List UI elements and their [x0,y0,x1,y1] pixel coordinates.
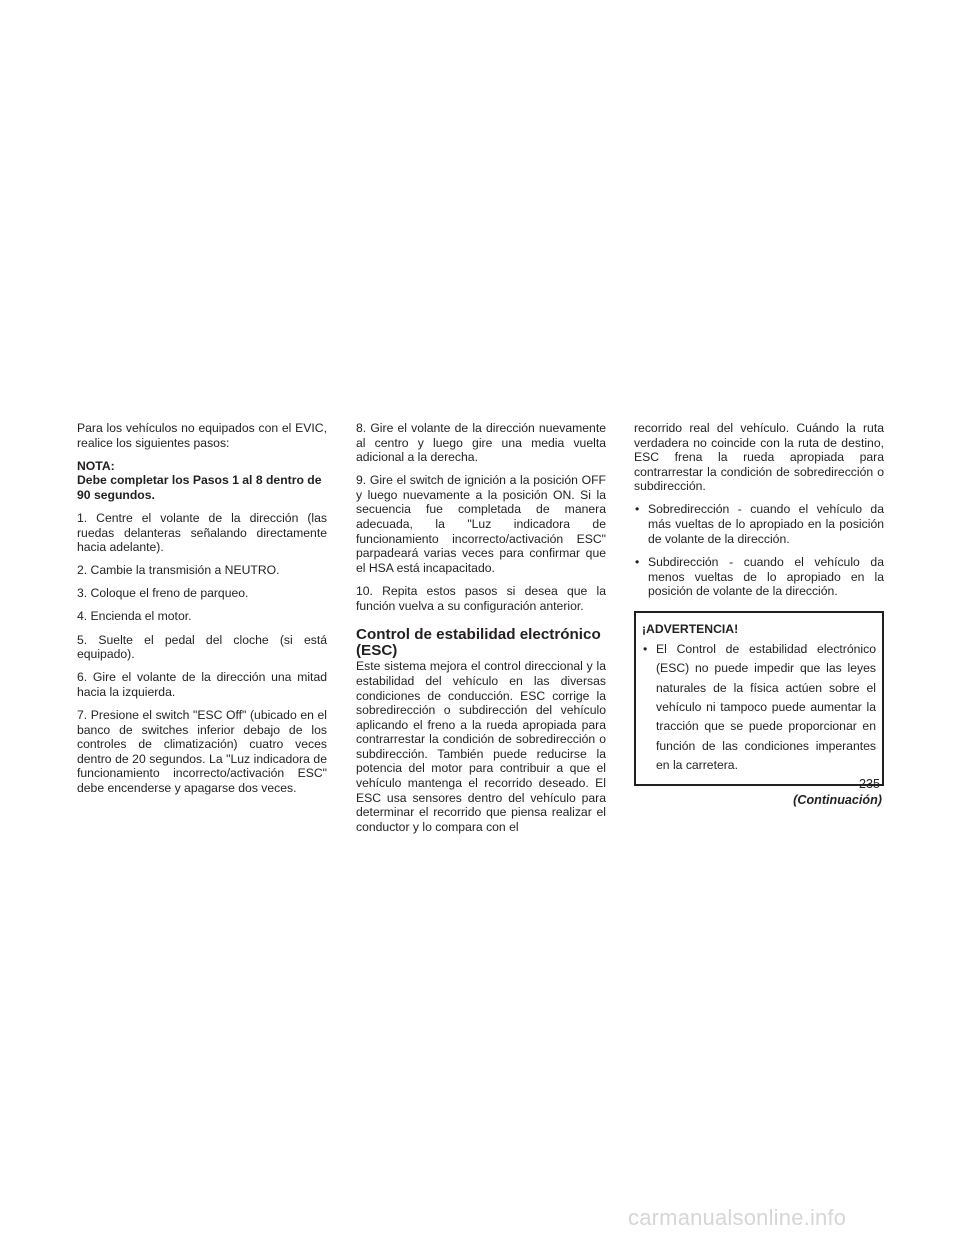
section-heading: Control de estabilidad electrónico (ESC) [356,626,601,659]
step-8: 8. Gire el volante de la dirección nuevamente al centro y luego gire una media vuelta adicional a la derecha. [356,421,606,465]
bullet-text: Sobredirección - cuando el vehículo da más vueltas de lo apropiado en la posición de volante de la dirección. [648,502,884,546]
warning-box [634,611,884,786]
step-7: 7. Presione el switch "ESC Off" (ubicado en el banco de switches inferior debajo de los controles de climatización) cuatro veces dentro de 20 segundos. La "Luz indicadora de funcionamiento incorrecto/activación ESC" debe encenderse y apagarse dos veces. [77,707,327,795]
continued-label: (Continuación) [793,793,882,808]
step-6: 6. Gire el volante de la dirección una mitad hacia la izquierda. [77,670,327,699]
bullet-icon: • [635,555,640,570]
warning-title: ¡ADVERTENCIA! [642,622,739,637]
middle-column [356,421,606,843]
bullet-text: Subdirección - cuando el vehículo da menos vueltas de lo apropiado en la posición de volante de la dirección. [648,555,884,599]
watermark-logo: carmanualsonline.info [628,1205,847,1230]
bullet-item-understeer [634,555,884,599]
step-3: 3. Coloque el freno de parqueo. [77,586,249,601]
warning-item [642,640,876,775]
intro-text: Para los vehículos no equipados con el EVIC, realice los siguientes pasos: [77,421,327,450]
warning-text: El Control de estabilidad electrónico (ESC) no puede impedir que las leyes naturales de la física actúen sobre el vehículo ni tampoco puede aumentar la tracción que se puede proporcionar en función de las condiciones imperantes en la carretera. [656,642,876,772]
step-4: 4. Encienda el motor. [77,609,192,624]
left-column [77,421,327,804]
bullet-icon: • [643,642,648,657]
esc-description: Este sistema mejora el control direccional y la estabilidad del vehículo en las diversas condiciones de conducción. ESC corrige la sobredirección o subdirección del vehículo aplicando el freno a la rueda apropiada para contrarrestar la condición de sobredirección o subdirección. También puede reducirse la potencia del motor para contribuir a que el vehículo mantenga el recorrido deseado. El ESC usa sensores dentro del vehículo para determinar el recorrido que piensa realizar el conductor y lo compara con el [356,659,606,834]
step-5: 5. Suelte el pedal del cloche (si está equipado). [77,632,327,662]
note-label: NOTA: [77,458,115,473]
bullet-item-oversteer [634,502,884,546]
bullet-icon: • [635,502,640,517]
step-1: 1. Centre el volante de la dirección (las ruedas delanteras señalando directamente hacia adelante). [77,510,327,555]
step-10: 10. Repita estos pasos si desea que la función vuelva a su configuración anterior. [356,583,606,613]
esc-description-continued: recorrido real del vehículo. Cuándo la ruta verdadera no coincide con la ruta de destino, ESC frena la rueda apropiada para contrarrestar la condición de sobredirección o subdirección. [634,421,884,494]
step-2: 2. Cambie la transmisión a NEUTRO. [77,563,280,578]
page-number: 235 [859,777,881,791]
note-text: Debe completar los Pasos 1 al 8 dentro de 90 segundos. [77,473,322,502]
step-9: 9. Gire el switch de ignición a la posición OFF y luego nuevamente a la posición ON. Si la secuencia fue completada de manera adecuada, la "Luz indicadora de funcionamiento incorrecto/activación ESC" parpadeará varias veces para confirmar que el HSA está incapacitado. [356,473,606,575]
right-column [634,421,884,808]
